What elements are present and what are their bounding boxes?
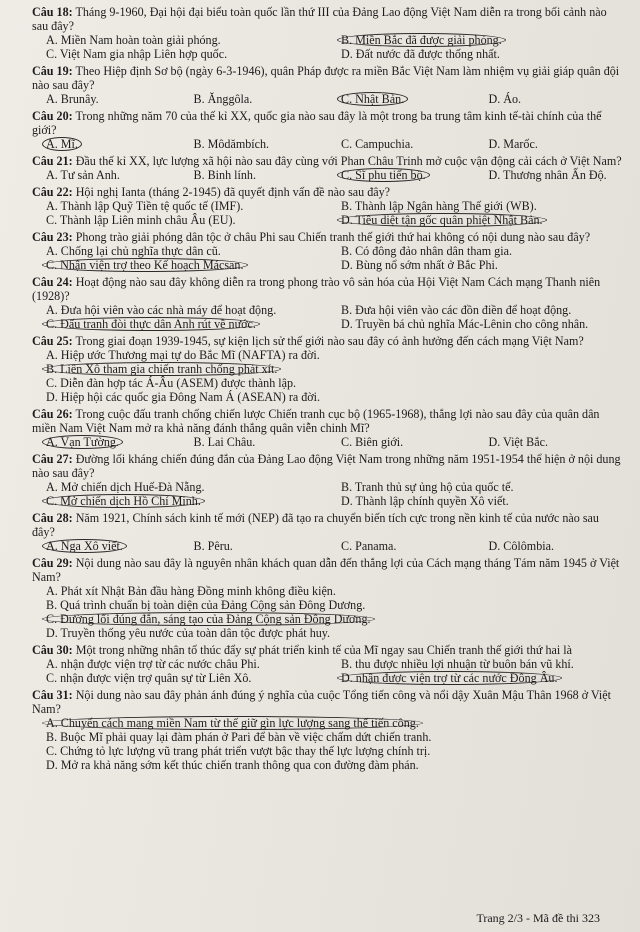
circled-answer-option-text: C. Đường lối đúng đắn, sáng tạo của Đảng Cộng sản Đông Dương. xyxy=(42,612,375,626)
answer-option xyxy=(32,539,180,553)
question-text: Đầu thế kỉ XX, lực lượng xã hội nào sau đây cùng với Phan Châu Trinh mở cuộc vận động cải cách ở Việt Nam? xyxy=(75,154,622,168)
option-row xyxy=(32,348,622,362)
question-number: Câu 28: xyxy=(32,511,73,525)
option-row xyxy=(32,758,622,772)
answer-option xyxy=(327,657,622,671)
answer-option-text: A. nhận được viện trợ từ các nước châu Phi. xyxy=(46,657,260,671)
answer-option-text: B. Quá trình chuẩn bị toàn diện của Đảng Cộng sản Đông Dương. xyxy=(46,598,366,612)
question xyxy=(32,643,622,685)
circled-answer-option-text: B. Miền Bắc đã được giải phóng. xyxy=(337,33,506,47)
answer-option xyxy=(32,362,622,376)
answer-option-text: B. Môdămbích. xyxy=(193,137,270,151)
question-number: Câu 27: xyxy=(32,452,73,466)
question-stem xyxy=(32,185,622,199)
answer-option xyxy=(32,598,622,612)
question-number: Câu 21: xyxy=(32,154,73,168)
question-text: Một trong những nhân tố thúc đẩy sự phát triển kinh tế của Mĩ ngay sau Chiến tranh thế giới thứ hai là xyxy=(75,643,572,657)
answer-option-text: D. Hiệp hội các quốc gia Đông Nam Á (ASEAN) ra đời. xyxy=(46,390,321,404)
option-row xyxy=(32,303,622,317)
option-row xyxy=(32,539,622,553)
answer-option-text: A. Phát xít Nhật Bản đầu hàng Đồng minh không điều kiện. xyxy=(46,584,336,598)
question-text: Nội dung nào sau đây là nguyên nhân khách quan dẫn đến thắng lợi của Cách mạng tháng Tám năm 1945 ở Việt Nam? xyxy=(32,556,620,584)
answer-option xyxy=(32,317,327,331)
question xyxy=(32,154,622,182)
answer-option-text: A. Chống lại chủ nghĩa thực dân cũ. xyxy=(46,244,221,258)
question-text: Theo Hiệp định Sơ bộ (ngày 6-3-1946), quân Pháp được ra miền Bắc Việt Nam làm nhiệm vụ giải giáp quân đội nào sau đây? xyxy=(32,64,620,92)
question-number: Câu 22: xyxy=(32,185,73,199)
answer-option-text: D. Thành lập chính quyền Xô viết. xyxy=(341,494,509,508)
answer-option xyxy=(32,480,327,494)
answer-option-text: D. Côlômbia. xyxy=(488,539,555,553)
question-text: Năm 1921, Chính sách kinh tế mới (NEP) đã tạo ra chuyển biến tích cực trong nền kinh tế của nước nào sau đây? xyxy=(32,511,599,539)
question-stem xyxy=(32,154,622,168)
question-stem xyxy=(32,230,622,244)
answer-option xyxy=(32,137,180,151)
circled-answer-option-text: A. Vạn Tường. xyxy=(42,435,123,449)
question-text: Trong những năm 70 của thế kỉ XX, quốc gia nào sau đây là một trong ba trung tâm kinh tế-tài chính của thế giới? xyxy=(32,109,602,137)
answer-option-text: C. Diễn đàn hợp tác Á-Âu (ASEM) được thành lập. xyxy=(46,376,297,390)
option-row xyxy=(32,494,622,508)
option-row xyxy=(32,480,622,494)
question-number: Câu 30: xyxy=(32,643,73,657)
answer-option-text: A. Mở chiến dịch Huế-Đà Nẵng. xyxy=(46,480,205,494)
answer-option xyxy=(32,730,622,744)
answer-option xyxy=(32,716,622,730)
answer-option-text: C. nhận được viện trợ quân sự từ Liên Xô. xyxy=(46,671,252,685)
question xyxy=(32,407,622,449)
answer-option xyxy=(32,33,327,47)
question-number: Câu 23: xyxy=(32,230,73,244)
question xyxy=(32,230,622,272)
answer-option xyxy=(32,494,327,508)
question-stem xyxy=(32,334,622,348)
answer-option xyxy=(32,244,327,258)
option-row xyxy=(32,626,622,640)
answer-option-text: D. Bùng nổ sớm nhất ở Bắc Phi. xyxy=(341,258,498,272)
option-row xyxy=(32,671,622,685)
question xyxy=(32,5,622,61)
answer-option-text: B. thu được nhiều lợi nhuận từ buôn bán vũ khí. xyxy=(341,657,574,671)
answer-option xyxy=(32,168,180,182)
circled-answer-option-text: D. nhận được viện trợ từ các nước Đông Âu. xyxy=(337,671,562,685)
question-stem xyxy=(32,556,622,584)
circled-answer-option-text: C. Nhận viện trợ theo Kế hoạch Mácsan. xyxy=(42,258,248,272)
question-text: Trong cuộc đấu tranh chống chiến lược Chiến tranh cục bộ (1965-1968), thắng lợi nào sau đây của quân dân miền Nam Việt Nam mở ra khả năng đánh thắng quân viễn chinh Mĩ? xyxy=(32,407,600,435)
answer-option xyxy=(327,168,475,182)
answer-option xyxy=(32,199,327,213)
answer-option-text: B. Thành lập Ngân hàng Thế giới (WB). xyxy=(341,199,537,213)
circled-answer-option-text: C. Đấu tranh đòi thực dân Anh rút về nước. xyxy=(42,317,260,331)
answer-option xyxy=(32,758,622,772)
answer-option-text: D. Thương nhân Ấn Độ. xyxy=(488,168,607,182)
answer-option-text: C. Panama. xyxy=(341,539,397,553)
page-footer: Trang 2/3 - Mã đề thi 323 xyxy=(476,911,600,925)
question-text: Phong trào giải phóng dân tộc ở châu Phi sau Chiến tranh thế giới thứ hai không có nội dung nào sau đây? xyxy=(75,230,591,244)
question xyxy=(32,185,622,227)
answer-option xyxy=(327,137,475,151)
answer-option xyxy=(32,671,327,685)
answer-option xyxy=(180,92,328,106)
answer-option-text: D. Truyền bá chủ nghĩa Mác-Lênin cho công nhân. xyxy=(341,317,589,331)
answer-option-text: C. Việt Nam gia nhập Liên hợp quốc. xyxy=(46,47,228,61)
question-number: Câu 24: xyxy=(32,275,73,289)
answer-option xyxy=(327,435,475,449)
question xyxy=(32,688,622,772)
answer-option xyxy=(32,376,622,390)
question-stem xyxy=(32,407,622,435)
answer-option xyxy=(327,317,622,331)
answer-option xyxy=(475,539,623,553)
answer-option xyxy=(32,348,622,362)
circled-answer-option-text: C. Sĩ phu tiến bộ. xyxy=(337,168,430,182)
circled-answer-option-text: A. Mĩ. xyxy=(42,137,82,151)
question-text: Hoạt động nào sau đây không diễn ra trong phong trào vô sản hóa của Hội Việt Nam Cách mạng Thanh niên (1928)? xyxy=(32,275,601,303)
question-number: Câu 19: xyxy=(32,64,73,78)
answer-option-text: D. Truyền thống yêu nước của toàn dân tộc được phát huy. xyxy=(46,626,331,640)
answer-option xyxy=(32,47,327,61)
option-row xyxy=(32,92,622,106)
answer-option-text: D. Mở ra khả năng sớm kết thúc chiến tranh thông qua con đường đàm phán. xyxy=(46,758,419,772)
question-stem xyxy=(32,109,622,137)
option-row xyxy=(32,612,622,626)
answer-option xyxy=(475,435,623,449)
answer-option xyxy=(32,657,327,671)
answer-option-text: A. Tư sản Anh. xyxy=(46,168,120,182)
option-row xyxy=(32,362,622,376)
answer-option xyxy=(327,303,622,317)
answer-option-text: B. Lai Châu. xyxy=(193,435,256,449)
answer-option-text: D. Marốc. xyxy=(488,137,538,151)
answer-option xyxy=(327,258,622,272)
question xyxy=(32,511,622,553)
answer-option xyxy=(475,168,623,182)
answer-option-text: C. Campuchia. xyxy=(341,137,414,151)
answer-option xyxy=(180,539,328,553)
question xyxy=(32,109,622,151)
question-list xyxy=(32,5,622,775)
answer-option xyxy=(327,480,622,494)
question-text: Nội dung nào sau đây phản ánh đúng ý nghĩa của cuộc Tổng tiến công và nổi dậy Xuân Mậu Thân 1968 ở Việt Nam? xyxy=(32,688,612,716)
answer-option xyxy=(327,494,622,508)
answer-option xyxy=(32,258,327,272)
answer-option-text: A. Đưa hội viên vào các nhà máy để hoạt động. xyxy=(46,303,277,317)
question xyxy=(32,556,622,640)
question xyxy=(32,334,622,404)
question-text: Tháng 9-1960, Đại hội đại biểu toàn quốc lần thứ III của Đảng Lao động Việt Nam diễn ra trong bối cảnh nào sau đây? xyxy=(32,5,607,33)
question-stem xyxy=(32,64,622,92)
option-row xyxy=(32,213,622,227)
option-row xyxy=(32,33,622,47)
answer-option xyxy=(327,244,622,258)
answer-option xyxy=(475,92,623,106)
answer-option-text: B. Pêru. xyxy=(193,539,233,553)
answer-option xyxy=(32,390,622,404)
answer-option xyxy=(32,626,622,640)
question-stem xyxy=(32,643,622,657)
answer-option-text: C. Chứng tỏ lực lượng vũ trang phát triển vượt bậc thay thế lực lượng chính trị. xyxy=(46,744,431,758)
answer-option xyxy=(180,435,328,449)
answer-option-text: B. Buộc Mĩ phải quay lại đàm phán ở Pari để bàn về việc chấm dứt chiến tranh. xyxy=(46,730,432,744)
answer-option-text: A. Thành lập Quỹ Tiền tệ quốc tế (IMF). xyxy=(46,199,244,213)
answer-option xyxy=(327,213,622,227)
option-row xyxy=(32,744,622,758)
question-stem xyxy=(32,511,622,539)
answer-option-text: B. Có đông đảo nhân dân tham gia. xyxy=(341,244,512,258)
option-row xyxy=(32,390,622,404)
question-stem xyxy=(32,452,622,480)
question-stem xyxy=(32,688,622,716)
question-text: Trong giai đoạn 1939-1945, sự kiện lịch sử thế giới nào sau đây có ảnh hưởng đến cách mạng Việt Nam? xyxy=(75,334,584,348)
question xyxy=(32,64,622,106)
answer-option-text: D. Đất nước đã được thống nhất. xyxy=(341,47,500,61)
question xyxy=(32,275,622,331)
answer-option xyxy=(327,33,622,47)
answer-option-text: D. Áo. xyxy=(488,92,522,106)
answer-option-text: B. Tranh thủ sự ủng hộ của quốc tế. xyxy=(341,480,514,494)
answer-option-text: B. Ănggôla. xyxy=(193,92,253,106)
answer-option-text: B. Đưa hội viên vào các đồn điền để hoạt động. xyxy=(341,303,572,317)
question-text: Đường lối kháng chiến đúng đắn của Đảng Lao động Việt Nam trong những năm 1951-1954 thể hiện ở nội dung nào sau đây? xyxy=(32,452,621,480)
answer-option xyxy=(32,92,180,106)
option-row xyxy=(32,376,622,390)
question xyxy=(32,452,622,508)
answer-option xyxy=(327,539,475,553)
answer-option-text: D. Việt Bắc. xyxy=(488,435,549,449)
option-row xyxy=(32,584,622,598)
circled-answer-option-text: C. Mở chiến dịch Hồ Chí Minh. xyxy=(42,494,205,508)
question-number: Câu 18: xyxy=(32,5,73,19)
option-row xyxy=(32,168,622,182)
question-number: Câu 20: xyxy=(32,109,73,123)
answer-option xyxy=(180,168,328,182)
answer-option-text: B. Binh lính. xyxy=(193,168,256,182)
answer-option xyxy=(327,92,475,106)
answer-option xyxy=(32,744,622,758)
option-row xyxy=(32,258,622,272)
answer-option-text: C. Biên giới. xyxy=(341,435,404,449)
option-row xyxy=(32,317,622,331)
answer-option xyxy=(327,199,622,213)
circled-answer-option-text: B. Liên Xô tham gia chiến tranh chống phát xít. xyxy=(42,362,281,376)
option-row xyxy=(32,730,622,744)
answer-option xyxy=(180,137,328,151)
answer-option-text: C. Thành lập Liên minh châu Âu (EU). xyxy=(46,213,236,227)
question-stem xyxy=(32,275,622,303)
answer-option xyxy=(32,303,327,317)
answer-option-text: A. Miền Nam hoàn toàn giải phóng. xyxy=(46,33,221,47)
option-row xyxy=(32,199,622,213)
question-number: Câu 25: xyxy=(32,334,73,348)
question-number: Câu 29: xyxy=(32,556,73,570)
option-row xyxy=(32,47,622,61)
answer-option xyxy=(327,671,622,685)
circled-answer-option-text: C. Nhật Bản. xyxy=(337,92,408,106)
circled-answer-option-text: D. Tiêu diệt tận gốc quân phiệt Nhật Bản. xyxy=(337,213,547,227)
circled-answer-option-text: A. Chuyển cách mạng miền Nam từ thế giữ gìn lực lượng sang thế tiến công. xyxy=(42,716,423,730)
answer-option-text: A. Brunây. xyxy=(46,92,99,106)
option-row xyxy=(32,598,622,612)
answer-option xyxy=(32,435,180,449)
answer-option xyxy=(32,584,622,598)
option-row xyxy=(32,435,622,449)
option-row xyxy=(32,137,622,151)
question-number: Câu 31: xyxy=(32,688,73,702)
option-row xyxy=(32,244,622,258)
answer-option xyxy=(327,47,622,61)
answer-option xyxy=(475,137,623,151)
option-row xyxy=(32,657,622,671)
question-text: Hội nghị Ianta (tháng 2-1945) đã quyết định vấn đề nào sau đây? xyxy=(75,185,391,199)
question-stem xyxy=(32,5,622,33)
circled-answer-option-text: A. Nga Xô viết. xyxy=(42,539,127,553)
answer-option xyxy=(32,213,327,227)
answer-option xyxy=(32,612,622,626)
question-number: Câu 26: xyxy=(32,407,73,421)
answer-option-text: A. Hiệp ước Thương mại tự do Bắc Mĩ (NAFTA) ra đời. xyxy=(46,348,320,362)
option-row xyxy=(32,716,622,730)
